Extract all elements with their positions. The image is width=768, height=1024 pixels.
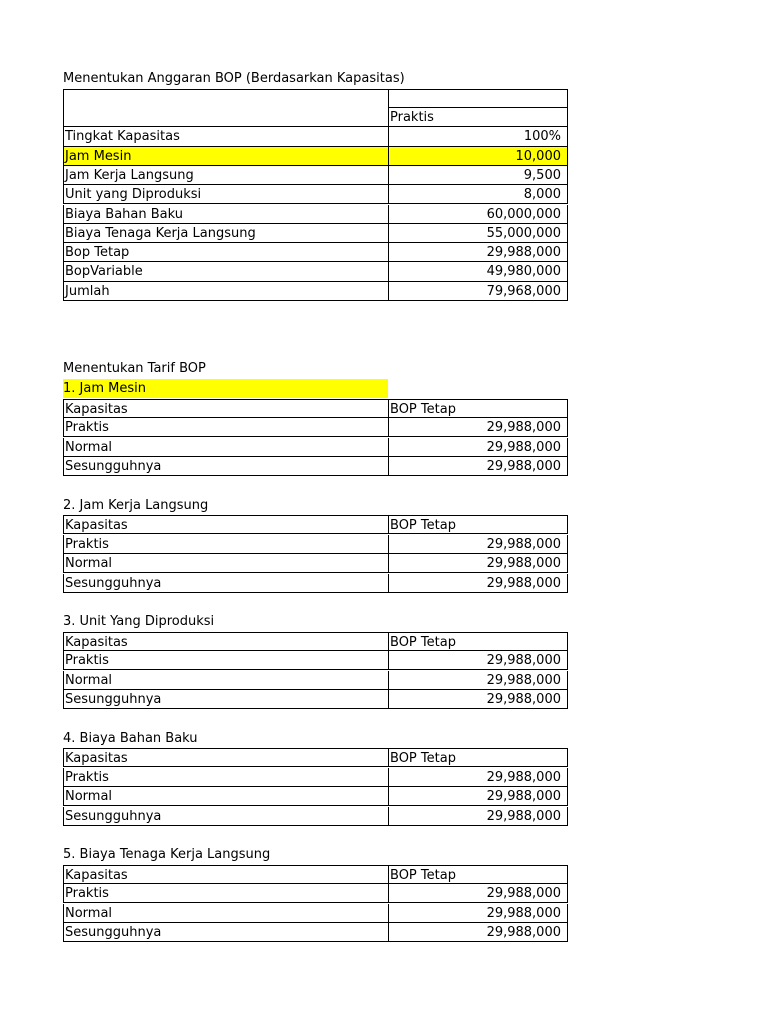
tarif-row-sesungguhnya bbox=[63, 923, 568, 942]
tarif-row-value[interactable]: 29,988,000 bbox=[388, 535, 568, 554]
capacity-column-header[interactable]: Kapasitas bbox=[63, 515, 388, 534]
tarif-row-label[interactable]: Sesungguhnya bbox=[63, 923, 388, 942]
budget-row-value[interactable]: 9,500 bbox=[388, 166, 568, 185]
tarif-row-praktis bbox=[63, 884, 568, 903]
tarif-row-label[interactable]: Praktis bbox=[63, 418, 388, 437]
tarif-row-value[interactable]: 29,988,000 bbox=[388, 651, 568, 670]
bop-tetap-column-header[interactable]: BOP Tetap bbox=[388, 748, 568, 767]
budget-row-label[interactable]: BopVariable bbox=[63, 262, 388, 281]
tarif-row-praktis bbox=[63, 651, 568, 670]
tarif-row-value[interactable]: 29,988,000 bbox=[388, 807, 568, 826]
capacity-column-header[interactable]: Kapasitas bbox=[63, 748, 388, 767]
tarif-row-value[interactable]: 29,988,000 bbox=[388, 438, 568, 457]
tarif-title: Menentukan Tarif BOP bbox=[63, 361, 206, 376]
budget-row-value[interactable]: 10,000 bbox=[388, 147, 568, 166]
tarif-row-praktis bbox=[63, 418, 568, 437]
budget-column-header[interactable]: Praktis bbox=[388, 108, 568, 127]
bop-tetap-column-header[interactable]: BOP Tetap bbox=[388, 515, 568, 534]
bop-tetap-column-header[interactable]: BOP Tetap bbox=[388, 865, 568, 884]
bop-tetap-column-header[interactable]: BOP Tetap bbox=[388, 632, 568, 651]
tarif-row-value[interactable]: 29,988,000 bbox=[388, 554, 568, 573]
budget-row-label[interactable]: Unit yang Diproduksi bbox=[63, 185, 388, 204]
tarif-row-label[interactable]: Normal bbox=[63, 554, 388, 573]
budget-row-tingkat-kapasitas bbox=[63, 127, 568, 146]
tarif-section-heading: 5. Biaya Tenaga Kerja Langsung bbox=[63, 847, 271, 862]
budget-row-label[interactable]: Bop Tetap bbox=[63, 243, 388, 262]
tarif-header-row bbox=[63, 632, 568, 651]
budget-row-label[interactable]: Jam Mesin bbox=[63, 147, 388, 166]
tarif-row-normal bbox=[63, 438, 568, 457]
budget-row-value[interactable]: 55,000,000 bbox=[388, 224, 568, 243]
capacity-column-header[interactable]: Kapasitas bbox=[63, 865, 388, 884]
bop-tetap-column-header[interactable]: BOP Tetap bbox=[388, 399, 568, 418]
tarif-row-value[interactable]: 29,988,000 bbox=[388, 690, 568, 709]
budget-row-label[interactable]: Tingkat Kapasitas bbox=[63, 127, 388, 146]
budget-row-unit-diproduksi bbox=[63, 185, 568, 204]
budget-row-biaya-tenaga-kerja bbox=[63, 224, 568, 243]
tarif-row-value[interactable]: 29,988,000 bbox=[388, 768, 568, 787]
tarif-row-value[interactable]: 29,988,000 bbox=[388, 904, 568, 923]
tarif-row-label[interactable]: Normal bbox=[63, 904, 388, 923]
budget-row-bop-variable bbox=[63, 262, 568, 281]
tarif-row-normal bbox=[63, 787, 568, 806]
budget-row-value[interactable]: 79,968,000 bbox=[388, 282, 568, 301]
tarif-row-label[interactable]: Praktis bbox=[63, 884, 388, 903]
tarif-row-label[interactable]: Praktis bbox=[63, 768, 388, 787]
tarif-row-value[interactable]: 29,988,000 bbox=[388, 457, 568, 476]
budget-row-value[interactable]: 49,980,000 bbox=[388, 262, 568, 281]
budget-row-jumlah bbox=[63, 282, 568, 301]
budget-row-label[interactable]: Biaya Tenaga Kerja Langsung bbox=[63, 224, 388, 243]
budget-row-label[interactable]: Jumlah bbox=[63, 282, 388, 301]
capacity-column-header[interactable]: Kapasitas bbox=[63, 399, 388, 418]
budget-row-label[interactable]: Jam Kerja Langsung bbox=[63, 166, 388, 185]
tarif-row-value[interactable]: 29,988,000 bbox=[388, 787, 568, 806]
tarif-row-label[interactable]: Sesungguhnya bbox=[63, 457, 388, 476]
header-blank-cell bbox=[63, 89, 568, 108]
tarif-row-normal bbox=[63, 554, 568, 573]
tarif-row-label[interactable]: Normal bbox=[63, 438, 388, 457]
tarif-section-heading: 1. Jam Mesin bbox=[63, 379, 388, 398]
tarif-row-value[interactable]: 29,988,000 bbox=[388, 574, 568, 593]
tarif-row-label[interactable]: Praktis bbox=[63, 535, 388, 554]
budget-row-value[interactable]: 100% bbox=[388, 127, 568, 146]
tarif-row-label[interactable]: Normal bbox=[63, 671, 388, 690]
budget-row-value[interactable]: 60,000,000 bbox=[388, 205, 568, 224]
tarif-header-row bbox=[63, 748, 568, 767]
tarif-row-praktis bbox=[63, 768, 568, 787]
capacity-column-header[interactable]: Kapasitas bbox=[63, 632, 388, 651]
budget-title: Menentukan Anggaran BOP (Berdasarkan Kapasitas) bbox=[63, 71, 405, 86]
budget-row-jam-mesin bbox=[63, 147, 568, 166]
tarif-row-value[interactable]: 29,988,000 bbox=[388, 923, 568, 942]
tarif-row-value[interactable]: 29,988,000 bbox=[388, 671, 568, 690]
tarif-row-value[interactable]: 29,988,000 bbox=[388, 884, 568, 903]
tarif-row-label[interactable]: Praktis bbox=[63, 651, 388, 670]
tarif-section-heading: 2. Jam Kerja Langsung bbox=[63, 497, 209, 513]
tarif-row-value[interactable]: 29,988,000 bbox=[388, 418, 568, 437]
tarif-header-row bbox=[63, 865, 568, 884]
tarif-section-heading: 3. Unit Yang Diproduksi bbox=[63, 614, 215, 629]
tarif-row-label[interactable]: Sesungguhnya bbox=[63, 807, 388, 826]
budget-row-label[interactable]: Biaya Bahan Baku bbox=[63, 205, 388, 224]
budget-header-blank bbox=[63, 108, 388, 127]
tarif-row-sesungguhnya bbox=[63, 690, 568, 709]
tarif-row-sesungguhnya bbox=[63, 807, 568, 826]
tarif-row-label[interactable]: Sesungguhnya bbox=[63, 574, 388, 593]
tarif-header-row bbox=[63, 399, 568, 418]
tarif-header-row bbox=[63, 515, 568, 534]
tarif-row-sesungguhnya bbox=[63, 574, 568, 593]
budget-row-jam-kerja-langsung bbox=[63, 166, 568, 185]
tarif-row-normal bbox=[63, 904, 568, 923]
tarif-row-sesungguhnya bbox=[63, 457, 568, 476]
tarif-section-heading: 4. Biaya Bahan Baku bbox=[63, 730, 198, 746]
tarif-row-normal bbox=[63, 671, 568, 690]
tarif-row-label[interactable]: Normal bbox=[63, 787, 388, 806]
budget-row-bop-tetap bbox=[63, 243, 568, 262]
budget-header-row bbox=[63, 108, 568, 127]
tarif-row-label[interactable]: Sesungguhnya bbox=[63, 690, 388, 709]
budget-row-value[interactable]: 8,000 bbox=[388, 185, 568, 204]
budget-row-value[interactable]: 29,988,000 bbox=[388, 243, 568, 262]
tarif-row-praktis bbox=[63, 535, 568, 554]
budget-row-biaya-bahan-baku bbox=[63, 205, 568, 224]
